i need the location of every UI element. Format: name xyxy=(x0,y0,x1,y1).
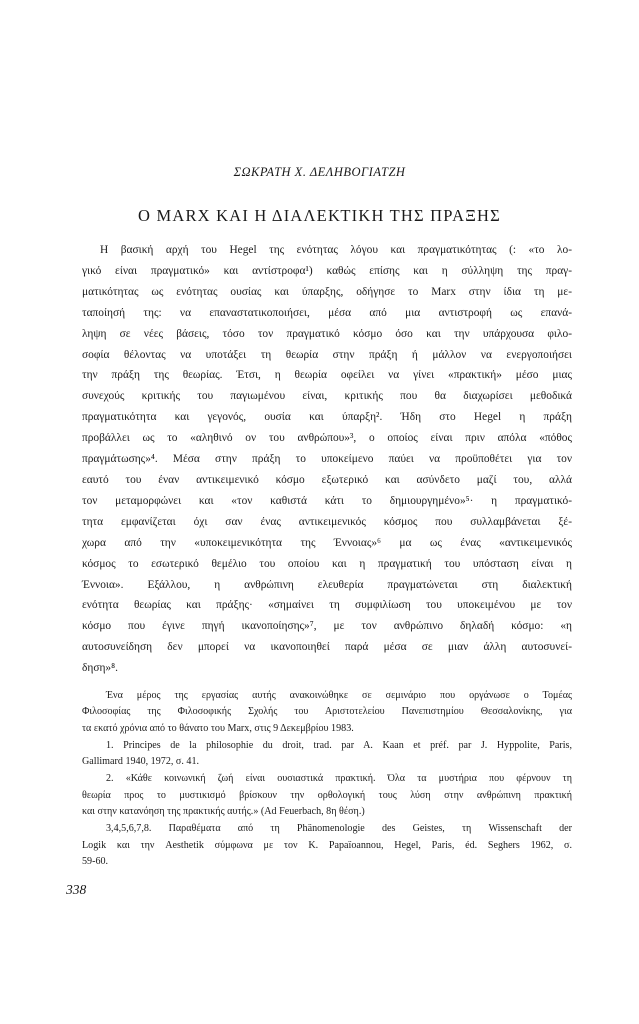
footnote-line: 3,4,5,6,7,8. Παραθέματα από τη Phänomenologie des Geistes, τη Wissenschaft der xyxy=(106,823,572,835)
body-line: ληψη σε νέες βάσεις, τόσο τον πραγματικό κόσμο όσο και την υπάρχουσα φιλο- xyxy=(82,327,572,340)
footnote-line: 59-60. xyxy=(82,855,109,867)
footnote-1 xyxy=(82,738,572,771)
body-line: Η βασική αρχή του Hegel της ενότητας λόγου και πραγματικότητας (: «το λο- xyxy=(100,244,572,256)
author-name: ΣΩΚΡΑΤΗ Χ. ΔΕΛΗΒΟΓΙΑΤΖΗ xyxy=(233,165,406,179)
body-line: γικό είναι πραγματικό» και αντίστροφα¹) καθώς επίσης και η σύλληψη της πραγ- xyxy=(82,264,572,277)
footnote-intro xyxy=(82,688,572,737)
body-line: ενότητα θεωρίας και πράξης· «σημαίνει τη συμφιλίωση του υποκειμένου με τον xyxy=(82,599,572,612)
page-number: 338 xyxy=(66,882,87,897)
body-line: πραγμάτωσης»⁴. Μέσα στην πράξη το υποκείμενο παύει να προϋποθέτει για τον xyxy=(82,453,572,466)
footnote-3-8 xyxy=(82,821,572,870)
footnote-line: Ένα μέρος της εργασίας αυτής ανακοινώθηκε σε σεμινάριο που οργάνωσε ο Τομέας xyxy=(106,690,572,701)
body-line: προβάλλει ως το «αληθινό ον του ανθρώπου»³, ο οποίος είναι πριν απόλα «πόθος xyxy=(82,432,572,445)
body-line: αυτοσυνείδηση δεν μπορεί να ικανοποιηθεί παρά μέσα σε μιαν άλλη αυτοσυνεί- xyxy=(82,641,572,654)
footnote-line: τα εκατό χρόνια από το θάνατο του Marx, στις 9 Δεκεμβρίου 1983. xyxy=(82,722,354,734)
footnote-line: και στην κατανόηση της πρακτικής αυτής.» (Ad Feuerbach, 8η θέση.) xyxy=(82,806,365,818)
body-line: συνεχούς κριτικής του παγιωμένου είναι, κριτικής που θα διαχωρίσει μεθοδικά xyxy=(82,390,572,403)
footnote-2 xyxy=(82,771,572,820)
body-line: δηση»⁸. xyxy=(82,662,118,675)
footnote-line: Φιλοσοφίας της Φιλοσοφικής Σχολής του Αριστοτελείου Πανεπιστημίου Θεσσαλονίκης, για xyxy=(82,706,572,718)
body-line: σοφία θέλοντας να υποτάξει τη θεωρία στην πράξη ή μάλλον να ενεργοποιήσει xyxy=(82,348,572,361)
body-line: ταποίησή της: να επαναστατικοποιήσει, μέσα από μια αντιστροφή ως επανά- xyxy=(82,306,572,319)
body-line: τητα εμφανίζεται όχι σαν ένας αντικειμενικός κόσμος που συλλαμβάνεται ξέ- xyxy=(82,515,572,528)
body-line: κόσμο που έγινε πηγή ικανοποίησης»⁷, με τον ανθρώπινο δηλαδή κόσμο: «η xyxy=(82,620,572,633)
article-title: Ο MARX ΚΑΙ Η ΔΙΑΛΕΚΤΙΚΗ ΤΗΣ ΠΡΑΞΗΣ xyxy=(138,206,501,225)
footnote-line: Gallimard 1940, 1972, σ. 41. xyxy=(82,756,200,768)
body-line: Έννοια». Εξάλλου, η ανθρώπινη ελευθερία πραγματώνεται στη διαλεκτική xyxy=(82,578,572,591)
body-line: πραγματικότητα και γεγονός, ουσία και ύπαρξη². Ήδη στο Hegel η πράξη xyxy=(82,411,572,424)
footnote-line: 2. «Κάθε κοινωνική ζωή είναι ουσιαστικά πρακτική. Όλα τα μυστήρια που φέρνουν τη xyxy=(106,773,572,785)
body-line: χωρα από την «υποκειμενικότητα της Έννοιας»⁶ μα ως ένας «αντικειμενικός xyxy=(82,536,572,549)
body-line: εαυτό του έναν αντικειμενικό κόσμο εξωτερικό και ασύνδετο μαζί του, αλλά xyxy=(82,473,572,486)
body-text xyxy=(82,240,572,679)
body-line: τον μεταμορφώνει και «τον καθιστά κάτι το δημιουργημένο»⁵· η πραγματικό- xyxy=(82,494,572,507)
body-line: την πράξη της θεωρίας. Έτσι, η θεωρία οφείλει να γίνει «πρακτική» μέσο μιας xyxy=(82,369,572,382)
footnotes xyxy=(82,688,572,871)
body-line: κόσμος το εσωτερικό θεμέλιο του οποίου και η πραγματική του υπόσταση είναι η xyxy=(82,557,572,570)
footnote-line: Logik και την Aesthetik σύμφωνα με τον K. Papaïoannou, Hegel, Paris, éd. Seghers 1962, σ. xyxy=(82,839,572,851)
footnote-line: 1. Principes de la philosophie du droit, trad. par A. Kaan et préf. par J. Hyppolite, Paris, xyxy=(106,739,572,751)
footnote-line: θεωρία προς το μυστικισμό βρίσκουν την ορθολογική τους λύση στην ανθρώπινη πρακτική xyxy=(82,789,572,801)
body-line: ματικότητας ως ενότητας ουσίας και ύπαρξης, οδήγησε το Marx στην ίδια τη με- xyxy=(82,285,572,298)
